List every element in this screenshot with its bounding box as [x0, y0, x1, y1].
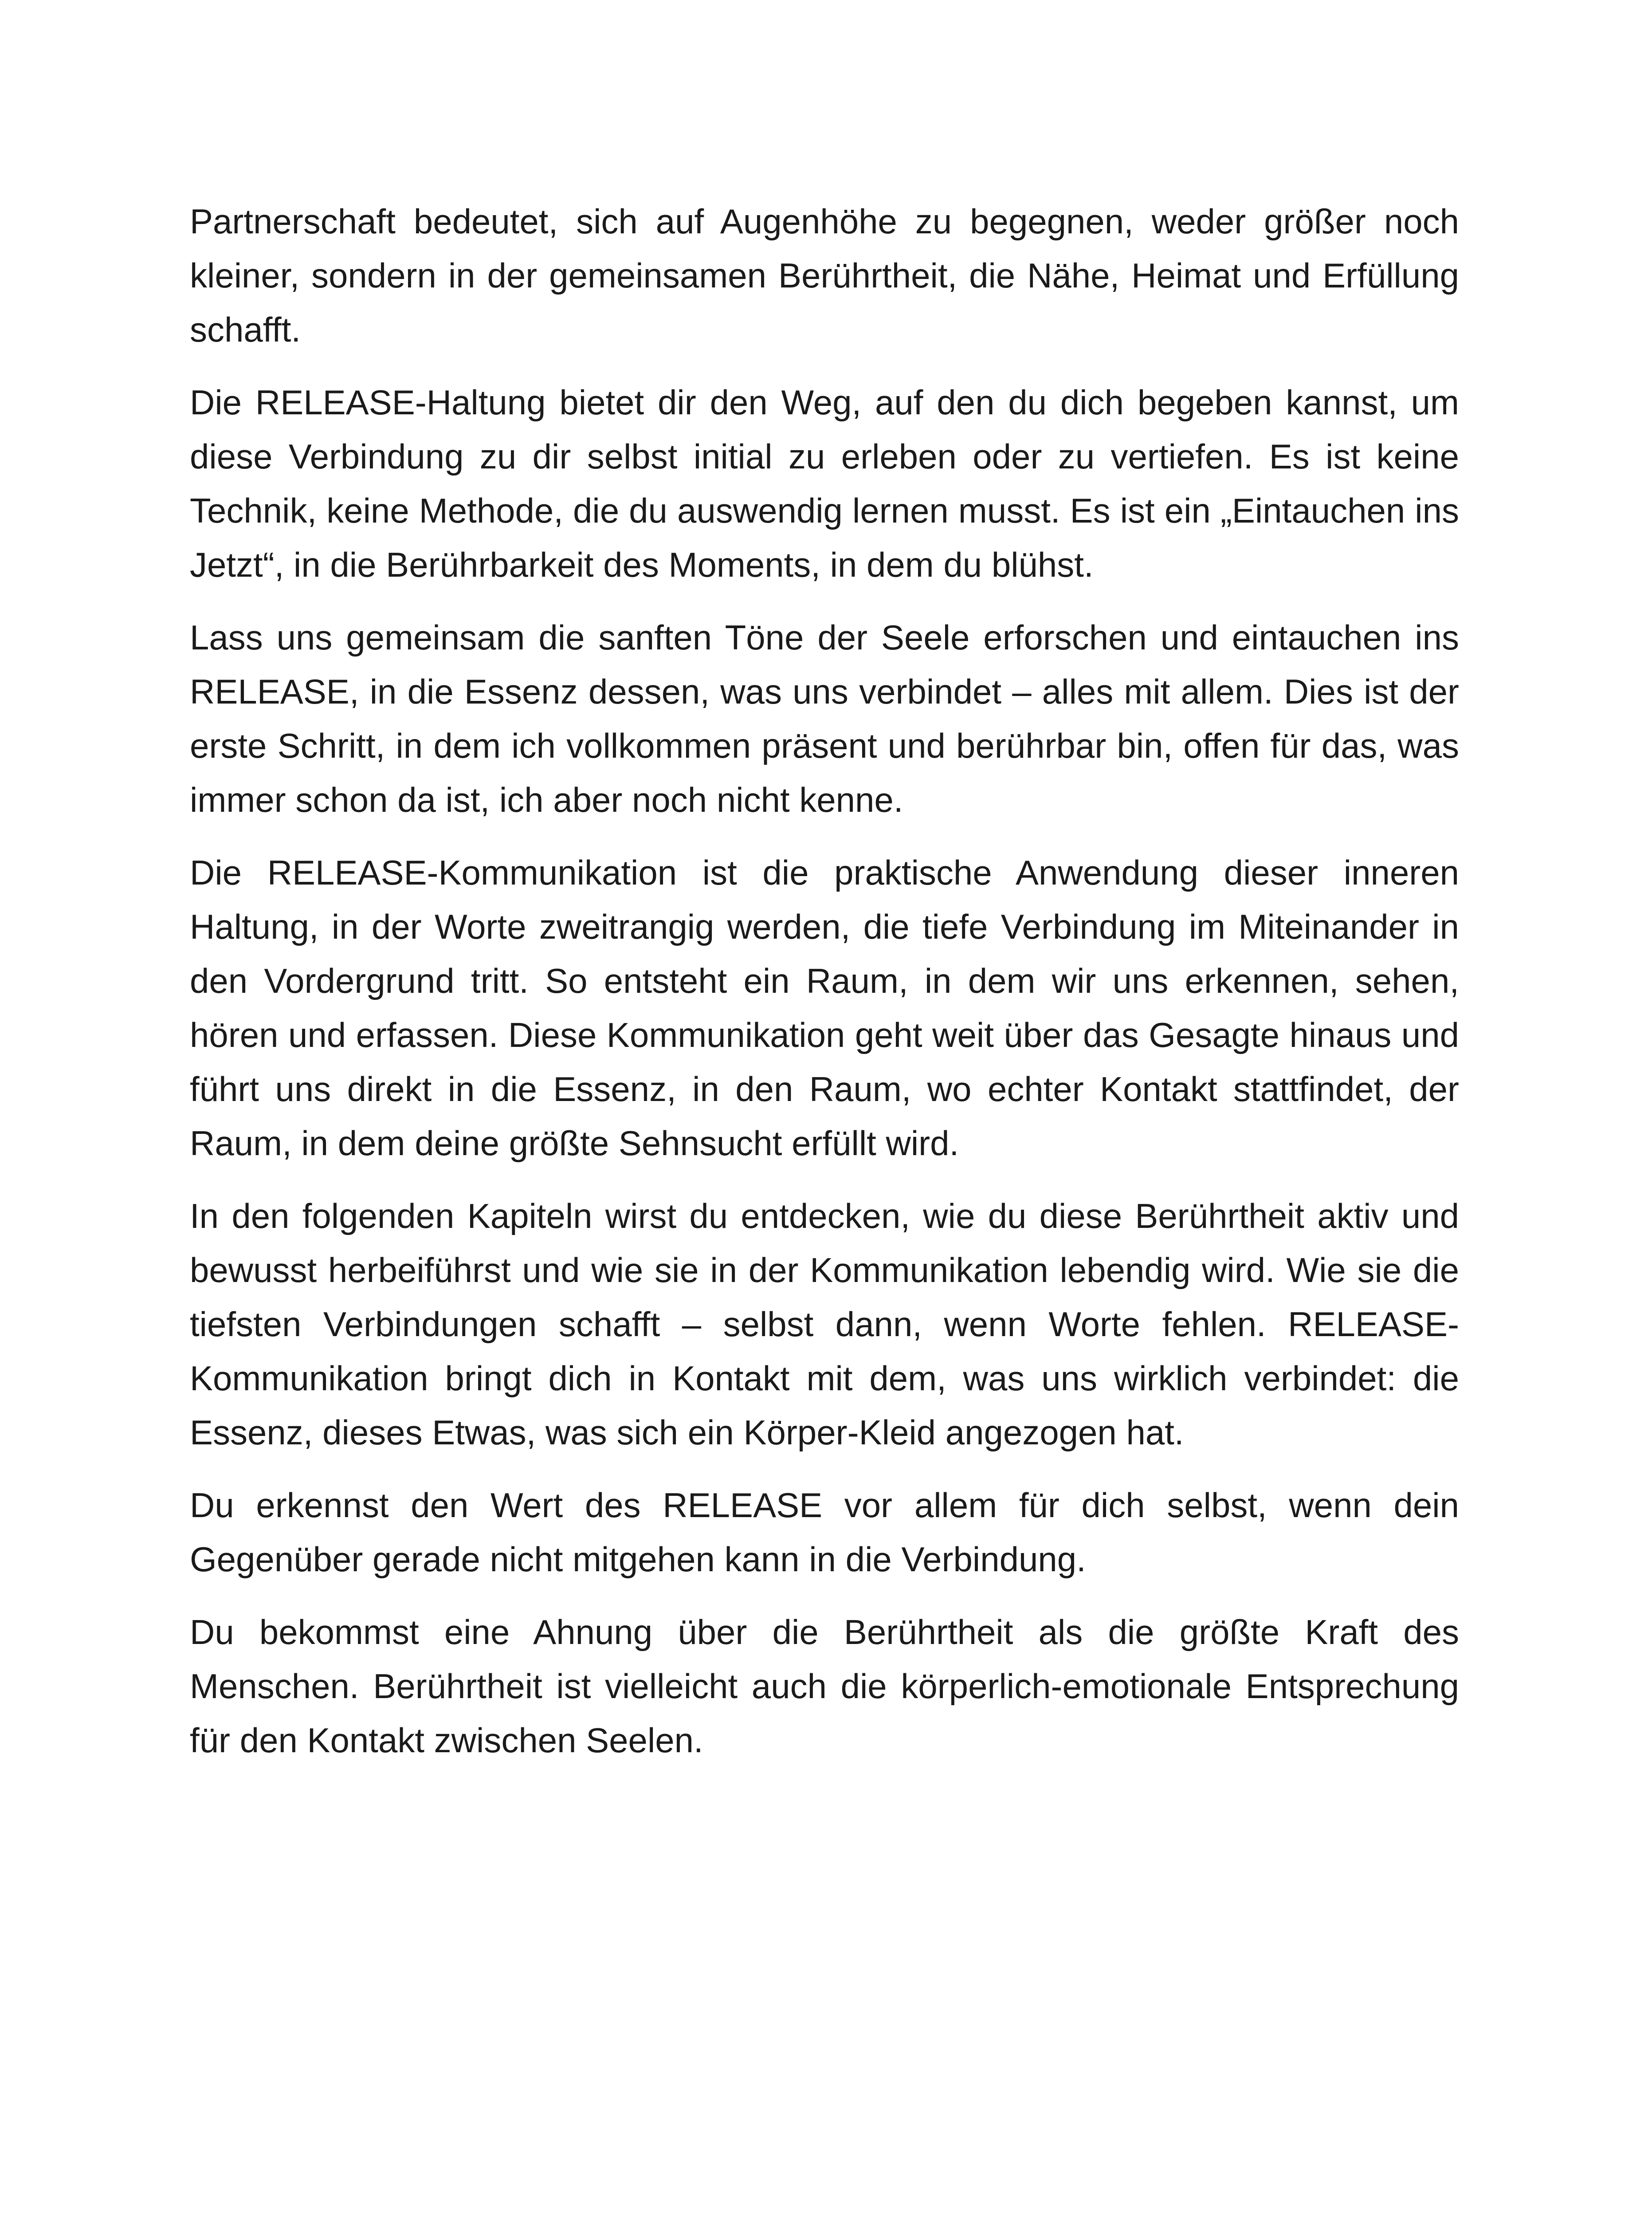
paragraph: Die RELEASE-Haltung bietet dir den Weg, auf den du dich begeben kannst, um diese Verbindung zu dir selbst initial zu erleben oder zu vertiefen. Es ist keine Technik, keine Methode, die du auswendig lernen musst. Es ist ein „Eintauchen ins Jetzt“, in die Berührbarkeit des Moments, in dem du blühst.	[190, 383, 1459, 584]
paragraph: Die RELEASE-Kommunikation ist die praktische Anwendung dieser inneren Haltung, in der Worte zweitrangig werden, die tiefe Verbindung im Miteinander in den Vordergrund tritt. So entsteht ein Raum, in dem wir uns erkennen, sehen, hören und erfassen. Diese Kommunikation geht weit über das Gesagte hinaus und führt uns direkt in die Essenz, in den Raum, wo echter Kontakt stattfindet, der Raum, in dem deine größte Sehnsucht erfüllt wird.	[190, 853, 1459, 1163]
body-text	[190, 194, 1459, 1786]
paragraph: In den folgenden Kapiteln wirst du entdecken, wie du diese Berührtheit aktiv und bewusst herbeiführst und wie sie in der Kommunikation lebendig wird. Wie sie die tiefsten Verbindungen schafft – selbst dann, wenn Worte fehlen. RELEASE-Kommunikation bringt dich in Kontakt mit dem, was uns wirklich verbindet: die Essenz, dieses Etwas, was sich ein Körper-Kleid angezogen hat.	[190, 1196, 1459, 1452]
paragraph: Partnerschaft bedeutet, sich auf Augenhöhe zu begegnen, weder größer noch kleiner, sondern in der gemeinsamen Berührtheit, die Nähe, Heimat und Erfüllung schafft.	[190, 202, 1459, 349]
paragraph: Lass uns gemeinsam die sanften Töne der Seele erforschen und eintauchen ins RELEASE, in die Essenz dessen, was uns verbindet – alles mit allem. Dies ist der erste Schritt, in dem ich vollkommen präsent und berührbar bin, offen für das, was immer schon da ist, ich aber noch nicht kenne.	[190, 618, 1459, 819]
paragraph: Du erkennst den Wert des RELEASE vor allem für dich selbst, wenn dein Gegenüber gerade nicht mitgehen kann in die Verbindung.	[190, 1486, 1459, 1579]
paragraph: Du bekommst eine Ahnung über die Berührtheit als die größte Kraft des Menschen. Berührtheit ist vielleicht auch die körperlich-emotionale Entsprechung für den Kontakt zwischen Seelen.	[190, 1612, 1459, 1760]
